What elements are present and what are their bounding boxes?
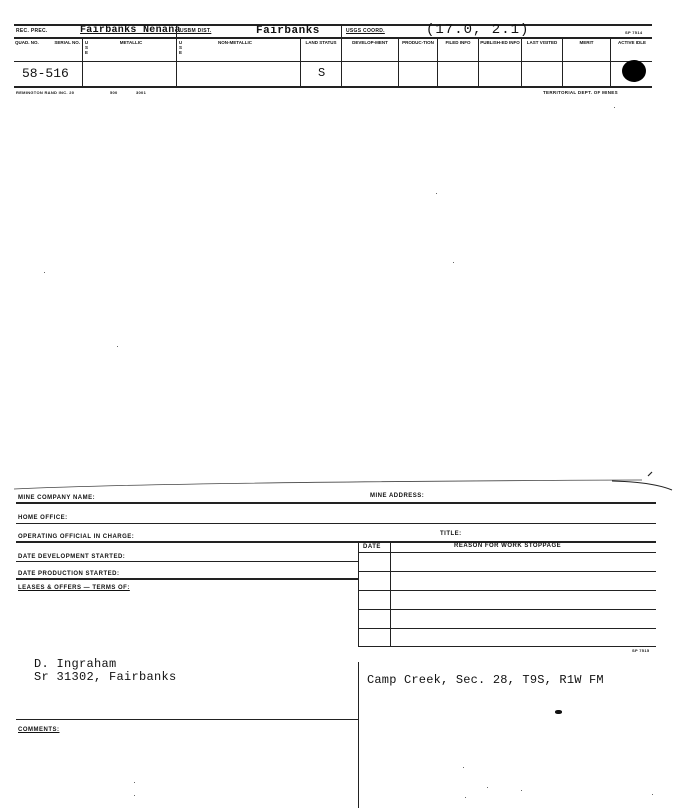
punch-hole-icon — [622, 60, 646, 82]
rule-home-office — [16, 523, 656, 524]
rec-prec-value: Fairbanks Nenana — [80, 25, 181, 36]
col-div — [300, 37, 301, 86]
col-div — [610, 37, 611, 86]
col-published-info: PUBLISH-ED INFO — [480, 40, 520, 45]
col-active-idle: ACTIVE IDLE — [617, 40, 646, 45]
bottom-rule — [14, 86, 652, 88]
rule-date-dev — [16, 561, 358, 562]
land-status-value: S — [318, 66, 326, 80]
stoppage-row — [358, 628, 656, 629]
divider-coord — [341, 25, 342, 86]
serial-value: 58-516 — [22, 66, 69, 81]
speck — [463, 767, 464, 768]
stoppage-row — [358, 590, 656, 591]
stoppage-left-border — [358, 541, 359, 647]
speck — [487, 787, 488, 788]
comments-divider — [358, 662, 359, 808]
date-production-label: DATE PRODUCTION STARTED: — [18, 571, 120, 577]
comments-label: COMMENTS: — [18, 727, 60, 733]
printer-code-1: 500 — [110, 90, 118, 95]
form-number-top: SP 7514 — [625, 30, 643, 35]
col-non-metallic: NON-METALLIC — [218, 40, 252, 45]
speck — [117, 346, 118, 347]
printer-mark: REMINGTON RAND INC. 20 — [16, 90, 75, 95]
owner-address: Sr 31302, Fairbanks — [34, 670, 177, 684]
header-rule — [14, 37, 652, 39]
title-label: TITLE: — [440, 531, 462, 537]
speck — [453, 262, 454, 263]
col-div — [82, 37, 83, 86]
owner-name: D. Ingraham — [34, 657, 117, 671]
stoppage-row — [358, 646, 656, 647]
speck — [134, 795, 135, 796]
mine-address-label: MINE ADDRESS: — [370, 493, 425, 499]
col-metallic: METALLIC — [119, 40, 143, 45]
leases-label: LEASES & OFFERS — TERMS OF: — [18, 585, 130, 591]
col-filed-info: FILED INFO — [445, 40, 471, 45]
stoppage-row — [358, 609, 656, 610]
col-serial-no: SERIAL NO. — [54, 40, 80, 45]
card-edge — [12, 468, 676, 492]
rule-company — [16, 502, 656, 504]
stoppage-date-divider — [390, 541, 391, 647]
operating-official-label: OPERATING OFFICIAL IN CHARGE: — [18, 534, 135, 540]
row-rule — [14, 61, 652, 62]
form-number-bottom: SP 7515 — [632, 648, 650, 653]
speck — [134, 782, 135, 783]
usgs-coord-label: USGS COORD. — [346, 28, 385, 34]
col-production: PRODUC-TION — [402, 40, 434, 45]
home-office-label: HOME OFFICE: — [18, 515, 68, 521]
speck — [652, 794, 653, 795]
speck — [44, 272, 45, 273]
rec-prec-label: REC. PREC. — [16, 28, 48, 34]
usbm-dist-label: USBM DIST. — [180, 28, 212, 34]
usgs-coord-value: (17.0, 2.1) — [426, 22, 530, 38]
speck — [436, 193, 437, 194]
col-quad-no: QUAD. NO. — [15, 40, 39, 45]
col-land-status: LAND STATUS — [305, 40, 337, 45]
speck — [465, 797, 466, 798]
mine-company-label: MINE COMPANY NAME: — [18, 495, 96, 501]
mine-location: Camp Creek, Sec. 28, T9S, R1W FM — [367, 673, 604, 687]
usbm-dist-value: Fairbanks — [256, 25, 320, 37]
speck — [614, 107, 615, 108]
ink-mark — [555, 710, 562, 714]
col-use-nonmetallic: USE — [178, 40, 183, 55]
reason-col-label: REASON FOR WORK STOPPAGE — [454, 543, 562, 549]
rule-stoppage-head — [358, 552, 656, 553]
stoppage-row — [358, 571, 656, 572]
col-last-visited: LAST VISITED — [526, 40, 558, 45]
territorial-dept: TERRITORIAL DEPT. OF MINES — [543, 90, 618, 95]
date-col-label: DATE — [363, 544, 381, 550]
rule-comments — [16, 719, 358, 720]
col-use-metallic: USE — [84, 40, 89, 55]
speck — [521, 790, 522, 791]
rule-date-prod — [16, 578, 358, 580]
divider-dist — [176, 25, 177, 86]
date-development-label: DATE DEVELOPMENT STARTED: — [18, 554, 126, 560]
col-merit: MERIT — [579, 40, 594, 45]
printer-code-2: 3001 — [136, 90, 147, 95]
col-development: DEVELOP-MENT — [352, 40, 388, 45]
